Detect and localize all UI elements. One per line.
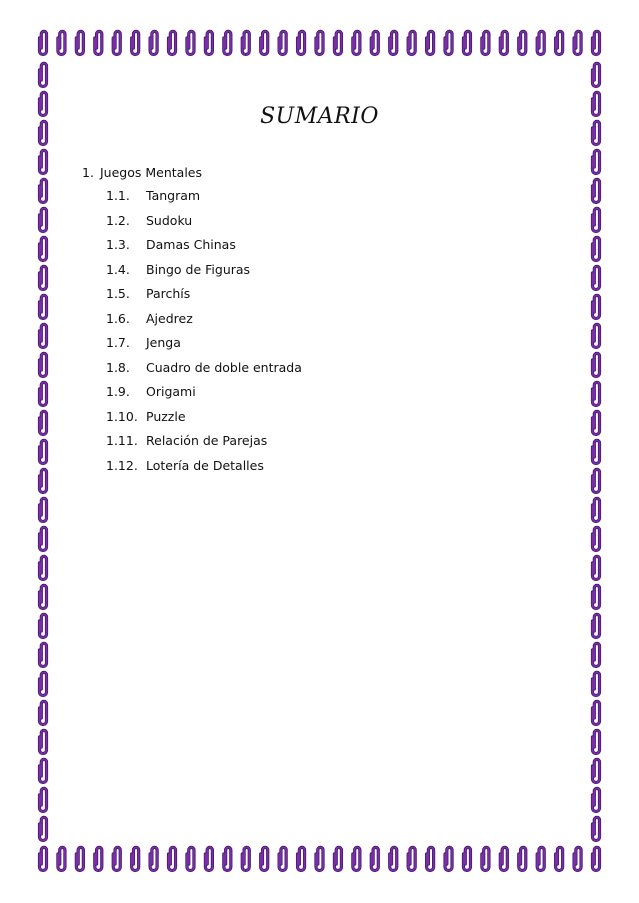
paperclip-icon (593, 759, 600, 782)
toc-item-number: 1.1. (106, 188, 130, 203)
paperclip-icon (390, 847, 397, 870)
paperclip-icon (353, 847, 360, 870)
paperclip-icon (371, 31, 378, 54)
paperclip-icon (40, 556, 47, 579)
paperclip-icon (205, 31, 212, 54)
paperclip-icon (58, 847, 65, 870)
toc-item-label: Parchís (146, 286, 191, 301)
paperclip-icon (593, 440, 600, 463)
paperclip-icon (132, 847, 139, 870)
paperclip-icon (593, 498, 600, 521)
paperclip-icon (593, 237, 600, 260)
paperclip-icon (463, 31, 470, 54)
paperclip-icon (279, 31, 286, 54)
paperclip-icon (40, 788, 47, 811)
toc-item-label: Ajedrez (146, 310, 193, 326)
paperclip-icon (40, 730, 47, 753)
paperclip-icon (334, 847, 341, 870)
paperclip-icon (76, 31, 83, 54)
toc-item-label: Tangram (146, 188, 201, 203)
paperclip-icon (593, 643, 600, 666)
paperclip-icon (40, 469, 47, 492)
paperclip-icon (169, 847, 176, 870)
toc-item-label: Damas Chinas (146, 237, 236, 252)
paperclip-icon (40, 817, 47, 840)
page-title (0, 104, 639, 129)
paperclip-icon (593, 382, 600, 405)
paperclip-icon (371, 847, 378, 870)
toc-item-label: Cuadro de doble entrada (146, 359, 302, 375)
paperclip-icon (150, 31, 157, 54)
toc-item-number: 1.4. (106, 261, 130, 277)
paperclip-icon (593, 31, 600, 54)
paperclip-icon (40, 672, 47, 695)
page-title-text: SUMARIO (260, 104, 379, 129)
paperclip-icon (242, 31, 249, 54)
toc-item-number: 1.2. (106, 212, 130, 228)
paperclip-icon (261, 847, 268, 870)
paperclip-icon (353, 31, 360, 54)
paperclip-icon (390, 31, 397, 54)
paperclip-icon (593, 817, 600, 840)
paperclip-icon (40, 498, 47, 521)
paperclip-icon (40, 179, 47, 202)
paperclip-icon (537, 31, 544, 54)
paperclip-icon (519, 847, 526, 870)
paperclip-icon (40, 266, 47, 289)
paperclip-icon (593, 266, 600, 289)
paperclip-icon (463, 847, 470, 870)
paperclip-icon (593, 179, 600, 202)
paperclip-icon (40, 353, 47, 376)
paperclip-icon (593, 411, 600, 434)
paperclip-icon (40, 208, 47, 231)
toc-item-number: 1.6. (106, 310, 130, 326)
paperclip-icon (40, 759, 47, 782)
paperclip-icon (76, 847, 83, 870)
paperclip-icon (537, 847, 544, 870)
paperclip-icon (298, 31, 305, 54)
paperclip-icon (593, 208, 600, 231)
paperclip-icon (593, 788, 600, 811)
paperclip-icon (150, 847, 157, 870)
paperclip-icon (40, 324, 47, 347)
toc-item-number: 1.5. (106, 286, 130, 301)
toc-item-number: 1.12. (106, 457, 138, 473)
toc-item-label: Sudoku (146, 212, 193, 228)
paperclip-icon (593, 672, 600, 695)
toc-item-label: Relación de Parejas (146, 433, 268, 448)
paperclip-icon (574, 31, 581, 54)
paperclip-icon (556, 31, 563, 54)
paperclip-icon (40, 237, 47, 260)
paperclip-icon (593, 701, 600, 724)
paperclip-icon (40, 585, 47, 608)
paperclip-icon (40, 527, 47, 550)
paperclip-icon (408, 31, 415, 54)
toc-item-number: 1.7. (106, 335, 130, 350)
paperclip-icon (593, 353, 600, 376)
toc-item-number: 1.9. (106, 384, 130, 399)
paperclip-icon (95, 31, 102, 54)
paperclip-icon (482, 31, 489, 54)
paperclip-icon (519, 31, 526, 54)
paperclip-icon (482, 847, 489, 870)
paperclip-icon (187, 847, 194, 870)
paperclip-icon (40, 382, 47, 405)
paperclip-icon (261, 31, 268, 54)
paperclip-icon (427, 31, 434, 54)
paperclip-icon (593, 469, 600, 492)
toc-item-number: 1.3. (106, 237, 130, 252)
paperclip-icon (187, 31, 194, 54)
toc-item-number: 1.10. (106, 408, 138, 424)
toc-item-label: Jenga (146, 335, 181, 350)
paperclip-icon (556, 847, 563, 870)
paperclip-icon (224, 31, 231, 54)
paperclip-icon (316, 847, 323, 870)
toc-item-number: 1.11. (106, 433, 138, 448)
toc-item-label: Lotería de Detalles (146, 457, 264, 473)
paperclip-icon (445, 31, 452, 54)
paperclip-icon (408, 847, 415, 870)
paperclip-icon (40, 440, 47, 463)
paperclip-icon (593, 527, 600, 550)
paperclip-icon (40, 643, 47, 666)
paperclip-icon (40, 847, 47, 870)
paperclip-icon (279, 847, 286, 870)
paperclip-icon (593, 585, 600, 608)
paperclip-icon (574, 847, 581, 870)
paperclip-icon (593, 150, 600, 173)
paperclip-icon (593, 556, 600, 579)
paperclip-icon (316, 31, 323, 54)
paperclip-icon (113, 31, 120, 54)
paperclip-icon (224, 847, 231, 870)
paperclip-icon (242, 847, 249, 870)
section-label: Juegos Mentales (100, 165, 203, 180)
paperclip-icon (40, 411, 47, 434)
paperclip-icon (40, 701, 47, 724)
paperclip-icon (500, 31, 507, 54)
paperclip-icon (40, 295, 47, 318)
toc-item-number: 1.8. (106, 359, 130, 375)
paperclip-icon (58, 31, 65, 54)
paperclip-icon (593, 730, 600, 753)
toc-item-label: Bingo de Figuras (146, 261, 251, 277)
paperclip-icon (593, 63, 600, 86)
paperclip-icon (205, 847, 212, 870)
toc-item-label: Puzzle (146, 408, 186, 424)
paperclip-icon (113, 847, 120, 870)
paperclip-icon (298, 847, 305, 870)
paperclip-icon (427, 847, 434, 870)
paperclip-icon (40, 31, 47, 54)
toc-item-label: Origami (146, 384, 196, 399)
section-number: 1. (82, 165, 94, 180)
paperclip-icon (500, 847, 507, 870)
paperclip-icon (445, 847, 452, 870)
paperclip-icon (593, 614, 600, 637)
paperclip-icon (132, 31, 139, 54)
paperclip-icon (40, 150, 47, 173)
paperclip-icon (40, 614, 47, 637)
paperclip-icon (95, 847, 102, 870)
paperclip-icon (593, 295, 600, 318)
paperclip-icon (593, 324, 600, 347)
paperclip-icon (40, 63, 47, 86)
paperclip-icon (593, 847, 600, 870)
paperclip-icon (169, 31, 176, 54)
paperclip-icon (334, 31, 341, 54)
